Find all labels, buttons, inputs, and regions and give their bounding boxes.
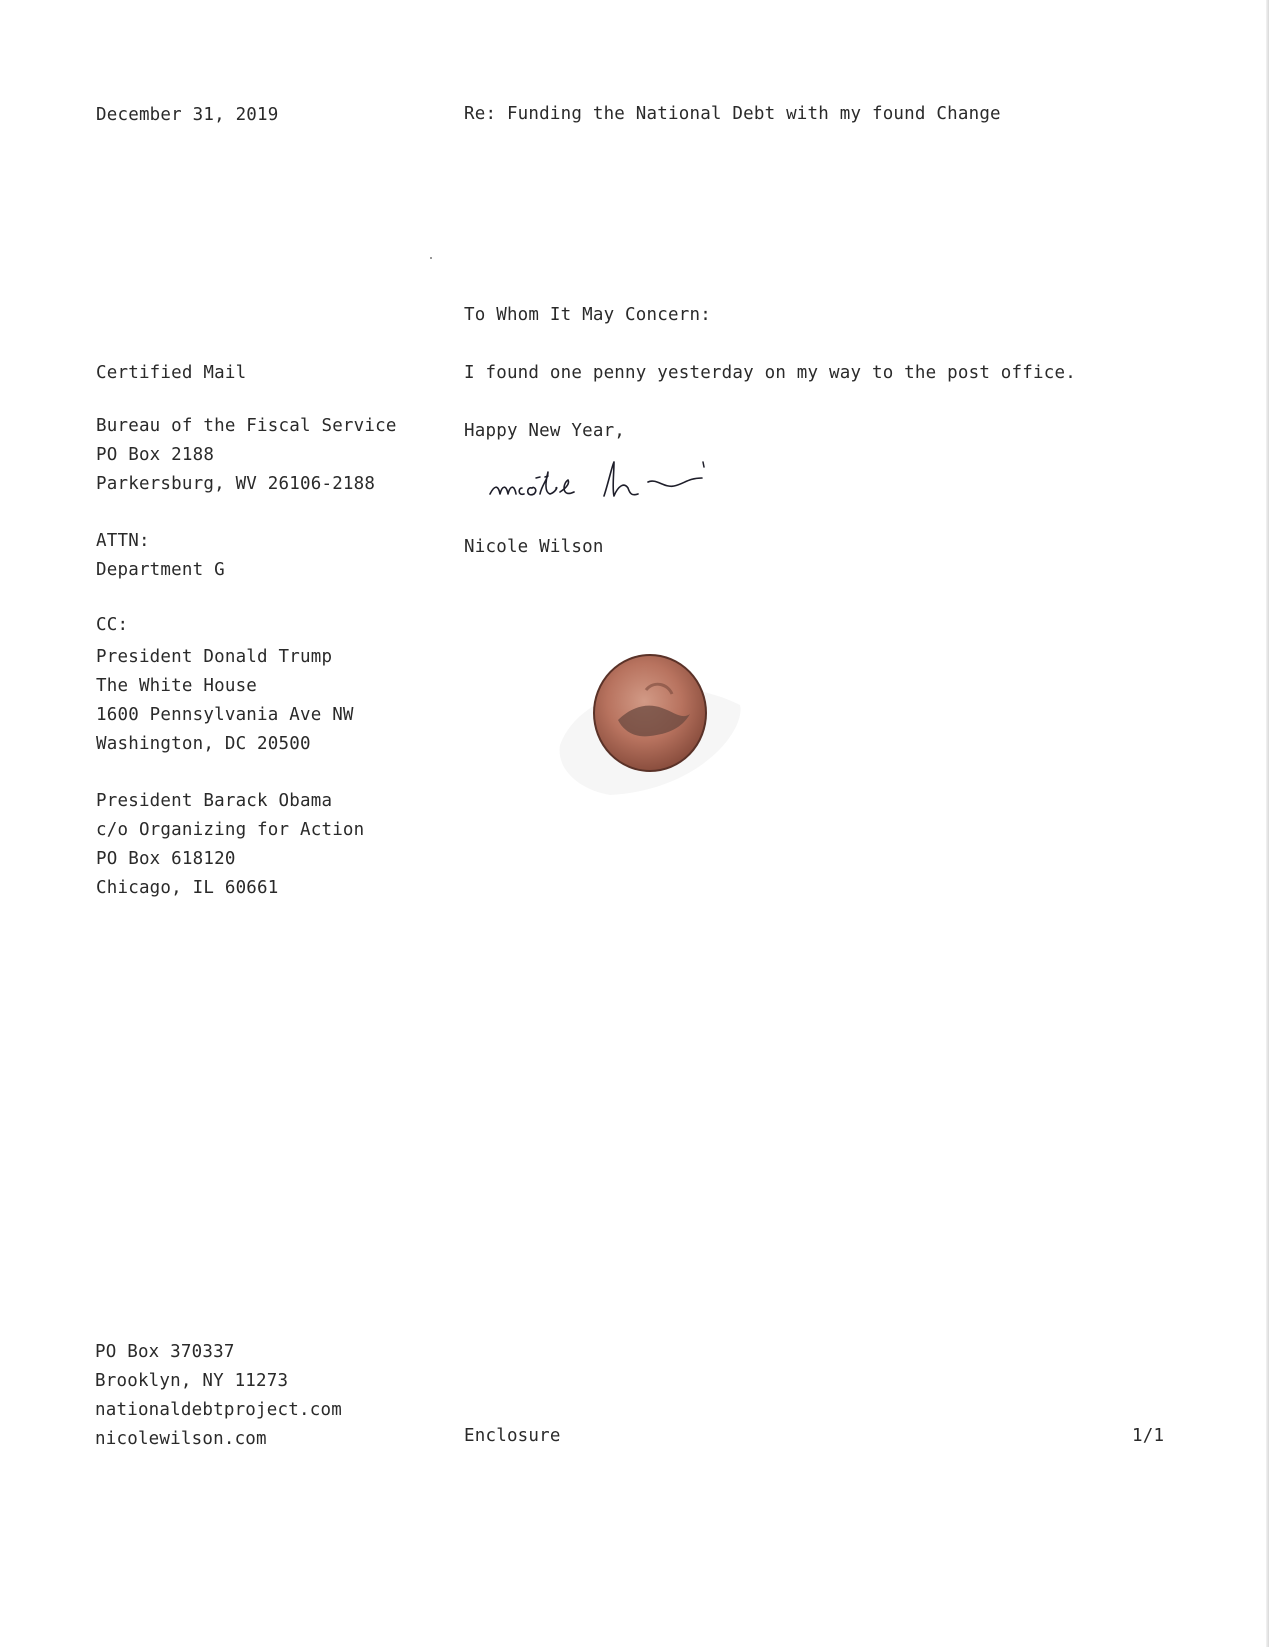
sender-website: nicolewilson.com bbox=[95, 1429, 267, 1449]
cc-address-line: President Barack Obama bbox=[96, 791, 333, 811]
sender-address-line: PO Box 370337 bbox=[95, 1342, 235, 1362]
recipient-address-line: Bureau of the Fiscal Service bbox=[96, 416, 397, 436]
cc-label: CC: bbox=[96, 615, 129, 635]
attn-department: Department G bbox=[96, 560, 225, 580]
sender-address bbox=[95, 1338, 342, 1454]
cc-address-line: c/o Organizing for Action bbox=[96, 820, 365, 840]
cc-address-line: Washington, DC 20500 bbox=[96, 734, 311, 754]
letter-date: December 31, 2019 bbox=[96, 105, 279, 125]
handwritten-signature bbox=[488, 458, 720, 504]
cc-address-line: PO Box 618120 bbox=[96, 849, 236, 869]
recipient-address bbox=[96, 412, 397, 499]
cc-address-line: The White House bbox=[96, 676, 258, 696]
scan-speck bbox=[430, 257, 432, 259]
salutation: To Whom It May Concern: bbox=[464, 305, 711, 325]
recipient-address-line: PO Box 2188 bbox=[96, 445, 215, 465]
signer-name: Nicole Wilson bbox=[464, 537, 604, 557]
attention-block bbox=[96, 527, 225, 585]
recipient-address-line: Parkersburg, WV 26106-2188 bbox=[96, 474, 376, 494]
page-number: 1/1 bbox=[1132, 1426, 1165, 1446]
cc-address-line: President Donald Trump bbox=[96, 647, 333, 667]
cc-address-line: Chicago, IL 60661 bbox=[96, 878, 279, 898]
cc-recipient bbox=[96, 643, 354, 759]
sender-address-line: Brooklyn, NY 11273 bbox=[95, 1371, 289, 1391]
enclosure-note: Enclosure bbox=[464, 1426, 561, 1446]
penny-image bbox=[550, 650, 750, 800]
attn-label: ATTN: bbox=[96, 531, 150, 551]
letter-subject: Re: Funding the National Debt with my found Change bbox=[464, 104, 1001, 124]
delivery-method: Certified Mail bbox=[96, 363, 247, 383]
cc-address-line: 1600 Pennsylvania Ave NW bbox=[96, 705, 354, 725]
sender-website: nationaldebtproject.com bbox=[95, 1400, 342, 1420]
letter-message: I found one penny yesterday on my way to the post office. bbox=[464, 363, 1076, 383]
cc-recipient bbox=[96, 787, 364, 903]
closing: Happy New Year, bbox=[464, 421, 626, 441]
